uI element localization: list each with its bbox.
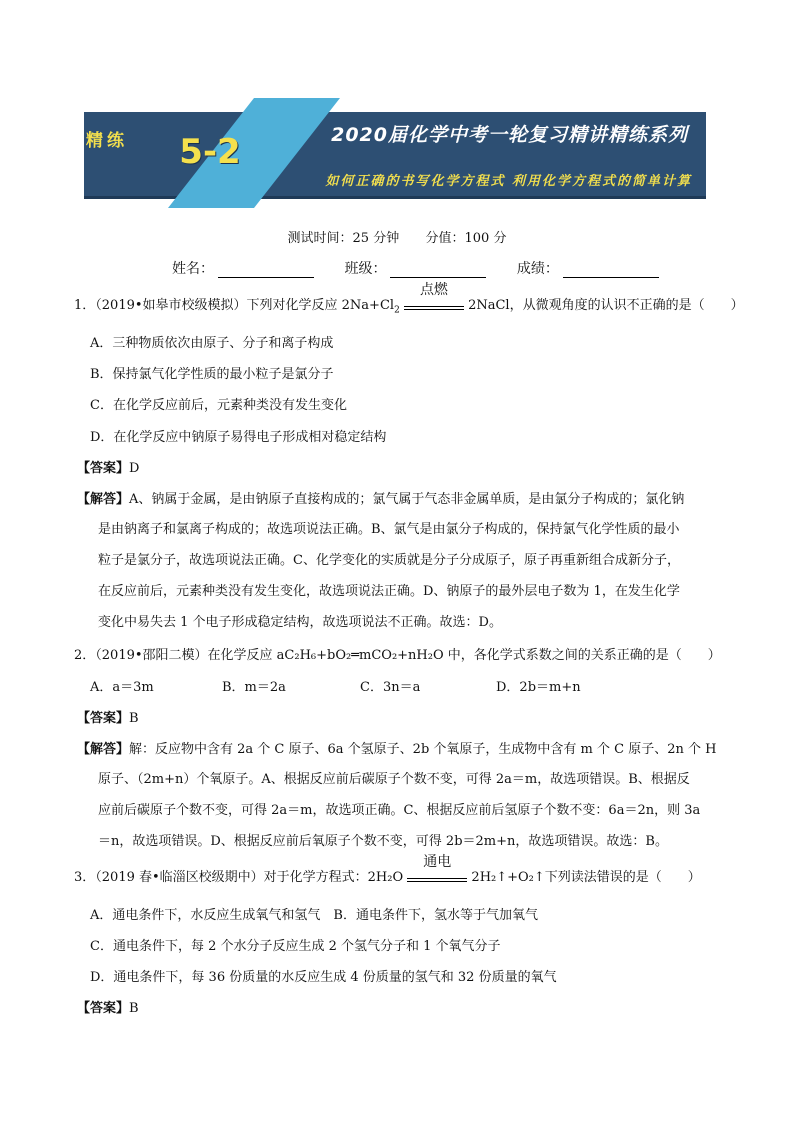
score-label: 分值：100 分: [425, 231, 507, 246]
q2-answer: [77, 707, 139, 726]
q1-analysis-line-1: 【解答】A、钠属于金属，是由钠原子直接构成的；氯气属于气态非金属单质，是由氯分子构成的；氯化钠: [77, 492, 685, 507]
q2-analysis-line-4: ＝n，故选项错误。D、根据反应前后氧原子个数不变，可得 2b＝2m+n，故选项错误。故选：B。: [98, 834, 668, 849]
q1-answer: [77, 457, 139, 476]
q3-answer-label: 【答案】: [77, 1001, 130, 1016]
question-1: [74, 281, 744, 316]
q1-analysis-line-2: 是由钠离子和氯离子构成的；故选项说法正确。B、氯气是由氯分子构成的，保持氯气化学性质的最小: [98, 522, 680, 537]
q3-prefix: 3．（2019 春•临淄区校级期中）对于化学方程式：2H₂O: [74, 870, 404, 885]
q2-analysis-label: 【解答】: [77, 742, 130, 757]
q3-answer: [77, 997, 139, 1016]
question-2: 2．（2019•邵阳二模）在化学反应 aC₂H₆+bO₂═mCO₂+nH₂O 中，各化学式系数之间的关系正确的是（ ）: [74, 648, 721, 663]
name-blank[interactable]: [218, 263, 314, 278]
q1-prefix: 1．（2019•如皋市校级模拟）下列对化学反应 2Na+Cl: [74, 298, 395, 313]
name-label: 姓名：: [172, 261, 214, 277]
q3-answer-value: B: [129, 1001, 139, 1016]
banner-title: 2020届化学中考一轮复习精讲精练系列: [331, 124, 688, 146]
q1-reaction-arrow: [404, 281, 464, 313]
q1-condition: 点燃: [419, 281, 448, 298]
q1-sub: 2: [394, 305, 400, 316]
q1-option-b: B．保持氯气化学性质的最小粒子是氯分子: [90, 367, 334, 382]
q2-analysis-line-1: 【解答】解：反应物中含有 2a 个 C 原子、6a 个氢原子、2b 个氧原子，生成物中含有 m 个 C 原子、2n 个 H: [77, 742, 717, 757]
class-blank[interactable]: [390, 263, 486, 278]
banner-subtitle: 如何正确的书写化学方程式 利用化学方程式的简单计算: [325, 174, 692, 189]
question-3: [74, 853, 701, 885]
q3-reaction-arrow: [407, 853, 467, 885]
q3-suffix: 2H₂↑+O₂↑下列读法错误的是（ ）: [471, 870, 701, 885]
q1-option-a: A．三种物质依次由原子、分子和离子构成: [90, 336, 334, 351]
title-banner: [84, 98, 706, 208]
q2-answer-value: B: [129, 711, 139, 726]
q1-answer-value: D: [129, 461, 140, 476]
test-meta: [0, 227, 794, 246]
q1-analysis-line-5: 变化中易失去 1 个电子形成稳定结构，故选项说法不正确。故选：D。: [98, 615, 502, 630]
q2-analysis-line-2: 原子、（2m+n）个氧原子。A、根据反应前后碳原子个数不变，可得 2a＝m，故选项错误。B、根据反: [98, 772, 690, 787]
banner-badge-label: 精练: [86, 131, 128, 151]
q1-analysis-line-3: 粒子是氯分子，故选项说法正确。C、化学变化的实质就是分子分成原子，原子再重新组合成新分子，: [98, 553, 680, 568]
q2-analysis-line-3: 应前后碳原子个数不变，可得 2a＝m，故选项正确。C、根据反应前后氢原子个数不变：6a＝2n，则 3a: [98, 803, 701, 818]
student-info-line: [172, 258, 659, 278]
q3-option-d: D．通电条件下，每 36 份质量的水反应生成 4 份质量的氢气和 32 份质量的氧气: [90, 970, 557, 985]
q2-option-c: C．3n＝a: [360, 680, 421, 695]
grade-label: 成绩：: [516, 261, 559, 277]
class-label: 班级：: [344, 261, 387, 277]
q3-option-a-b: A．通电条件下，水反应生成氧气和氢气 B．通电条件下，氢水等于气加氧气: [90, 908, 538, 923]
q2-option-b: B．m＝2a: [222, 680, 286, 695]
q1-suffix: 2NaCl，从微观角度的认识不正确的是（ ）: [468, 298, 744, 313]
q2-answer-label: 【答案】: [77, 711, 130, 726]
q3-option-c: C．通电条件下，每 2 个水分子反应生成 2 个氢气分子和 1 个氧气分子: [90, 939, 501, 954]
q1-analysis-label: 【解答】: [77, 492, 130, 507]
q2-option-a: A．a＝3m: [90, 680, 154, 695]
q1-answer-label: 【答案】: [77, 461, 130, 476]
grade-blank[interactable]: [563, 263, 659, 278]
q3-condition: 通电: [423, 853, 452, 870]
q2-option-d: D．2b＝m+n: [496, 680, 581, 695]
banner-code: 5-2: [179, 132, 241, 172]
q1-analysis-line-4: 在反应前后，元素种类没有发生变化，故选项说法正确。D、钠原子的最外层电子数为 1，在发生化学: [98, 584, 680, 599]
q1-option-d: D．在化学反应中钠原子易得电子形成相对稳定结构: [90, 430, 387, 445]
q1-option-c: C．在化学反应前后，元素种类没有发生变化: [90, 398, 347, 413]
time-label: 测试时间：25 分钟: [287, 231, 400, 246]
